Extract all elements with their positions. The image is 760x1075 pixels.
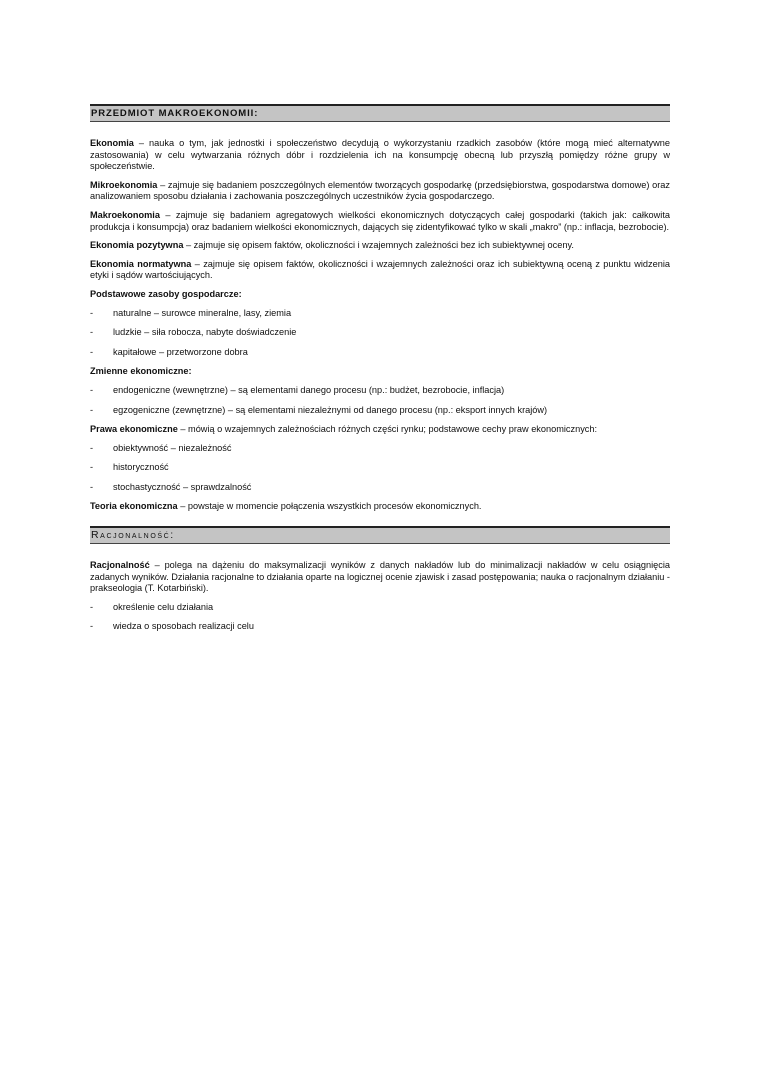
- dash-bullet: -: [90, 442, 94, 453]
- term: Ekonomia: [90, 138, 134, 148]
- definition: – zajmuje się badaniem poszczególnych elementów tworzących gospodarkę (przedsiębiorstwa, gospodarstwa domowe) oraz analizowaniem sposobu działania i zachowania poszczególnych uczestników życia gospodarczego.: [90, 179, 670, 202]
- definition: – zajmuje się opisem faktów, okoliczności i wzajemnych zależności bez ich subiektywnej oceny.: [183, 240, 574, 251]
- dash-bullet: -: [90, 404, 94, 415]
- variables-heading: Zmienne ekonomiczne:: [90, 366, 192, 377]
- definition: – zajmuje się badaniem agregatowych wielkości ekonomicznych dotyczących całej gospodarki (takich jak: całkowita produkcja i konsumpcja) oraz badaniem wielkości ekonomicznych, dających się zidentyfikować tylko w skali „makro” (np.: inflacja, bezrobocie).: [90, 209, 670, 232]
- dash-bullet: -: [90, 346, 94, 357]
- term: Mikroekonomia: [90, 179, 158, 190]
- list-item: [90, 462, 670, 474]
- list-item: [90, 602, 670, 614]
- paragraph-teoria-ekonomiczna: [90, 501, 670, 513]
- list-item: [90, 621, 670, 633]
- list-item-text: obiektywność – niezależność: [113, 442, 232, 453]
- definition: – nauka o tym, jak jednostki i społeczeństwo decydują o wykorzystaniu rzadkich zasobów (które mogą mieć alternatywne zastosowania) w celu wytwarzania różnych dóbr i rozdzielenia ich na konsumpcję obecną lub przyszłą pomiędzy różne grupy w społeczeństwie.: [90, 138, 670, 172]
- term: Prawa ekonomiczne: [90, 424, 178, 435]
- list-item: [90, 327, 670, 339]
- paragraph-makroekonomia: [90, 210, 670, 233]
- resources-heading: Podstawowe zasoby gospodarcze:: [90, 288, 242, 299]
- list-item-text: endogeniczne (wewnętrzne) – są elementami danego procesu (np.: budżet, bezrobocie, inflacja): [113, 384, 505, 395]
- list-item: [90, 308, 670, 320]
- paragraph-ekonomia-normatywna: [90, 259, 670, 282]
- dash-bullet: -: [90, 327, 94, 338]
- paragraph-ekonomia-pozytywna: [90, 240, 670, 252]
- list-item-text: kapitałowe – przetworzone dobra: [113, 346, 248, 357]
- term: Ekonomia pozytywna: [90, 240, 184, 251]
- definition: – mówią o wzajemnych zależnościach różnych części rynku; podstawowe cechy praw ekonomicznych:: [177, 424, 598, 435]
- list-item: [90, 482, 670, 494]
- list-item: [90, 405, 670, 417]
- document-page: [90, 104, 670, 641]
- paragraph-mikroekonomia: [90, 180, 670, 203]
- dash-bullet: -: [90, 621, 94, 632]
- paragraph-prawa-ekonomiczne: [90, 424, 670, 436]
- list-item: [90, 443, 670, 455]
- section-header-rationality: Racjonalność:: [90, 526, 670, 544]
- paragraph-ekonomia: [90, 138, 670, 173]
- dash-bullet: -: [90, 601, 94, 612]
- paragraph-racjonalnosc: [90, 560, 670, 595]
- dash-bullet: -: [90, 307, 94, 318]
- list-item-text: określenie celu działania: [113, 601, 214, 612]
- list-item-text: wiedza o sposobach realizacji celu: [113, 621, 254, 632]
- section-header-macroeconomics: PRZEDMIOT MAKROEKONOMII:: [90, 104, 670, 122]
- dash-bullet: -: [90, 384, 94, 395]
- list-item-text: egzogeniczne (zewnętrzne) – są elementami niezależnymi od danego procesu (np.: eksport innych krajów): [113, 404, 548, 415]
- list-item: [90, 347, 670, 359]
- definition: – zajmuje się opisem faktów, okoliczności i wzajemnych zależności oraz ich subiektywną oceną z punktu widzenia etyki i sądów wartościujących.: [90, 258, 670, 281]
- definition: – polega na dążeniu do maksymalizacji wyników z danych nakładów lub do minimalizacji nakładów w celu osiągnięcia zadanych wyników. Działania racjonalne to działania oparte na logicznej ocenie zjawisk i zasad postępowania; nauka o racjonalnym działaniu - prakseologia (T. Kotarbiński).: [90, 560, 670, 594]
- list-item-text: naturalne – surowce mineralne, lasy, ziemia: [113, 307, 292, 318]
- list-item: [90, 385, 670, 397]
- term: Makroekonomia: [90, 209, 160, 220]
- term: Ekonomia normatywna: [90, 258, 192, 269]
- dash-bullet: -: [90, 481, 94, 492]
- list-item-text: stochastyczność – sprawdzalność: [113, 481, 252, 492]
- term: Teoria ekonomiczna: [90, 501, 178, 512]
- term: Racjonalność: [90, 560, 150, 571]
- dash-bullet: -: [90, 462, 94, 473]
- list-item-text: ludzkie – siła robocza, nabyte doświadczenie: [113, 327, 297, 338]
- definition: – powstaje w momencie połączenia wszystkich procesów ekonomicznych.: [177, 501, 482, 512]
- list-item-text: historyczność: [113, 462, 169, 473]
